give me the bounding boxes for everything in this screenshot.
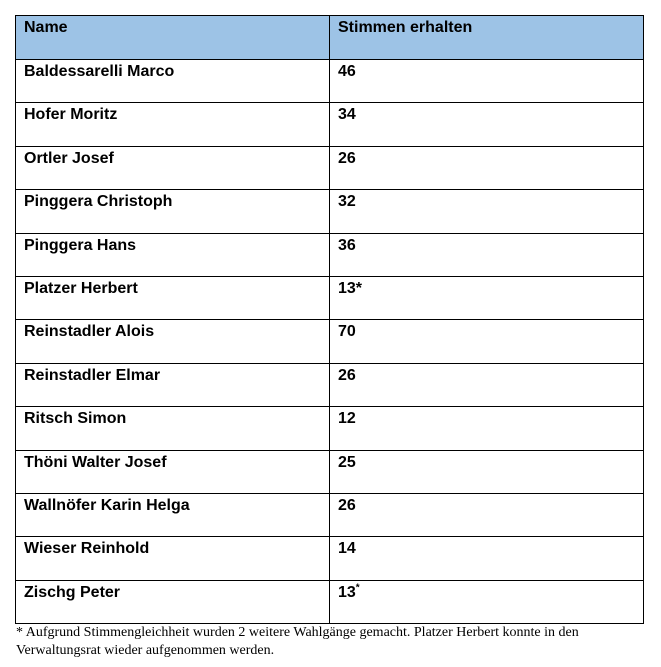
table-row [16,190,644,233]
table-header [16,16,644,60]
vote-count-cell [330,146,644,189]
table-body [16,60,644,624]
footnote-marker: * [355,582,360,594]
vote-count: 36 [338,236,356,254]
vote-count: 34 [338,106,356,124]
candidate-name: Thöni Walter Josef [16,450,330,493]
candidate-name: Pinggera Christoph [16,190,330,233]
vote-count: 32 [338,193,356,211]
vote-count: 25 [338,453,356,471]
table-row [16,363,644,406]
table-row [16,103,644,146]
candidate-name: Baldessarelli Marco [16,60,330,103]
table-row [16,146,644,189]
table-row [16,407,644,450]
candidate-name: Pinggera Hans [16,233,330,276]
vote-count-cell [330,320,644,363]
vote-count: 13 [338,279,356,297]
results-table [15,15,644,624]
candidate-name: Wallnöfer Karin Helga [16,493,330,536]
header-votes: Stimmen erhalten [330,16,644,60]
vote-count-cell [330,103,644,146]
vote-count: 26 [338,149,356,167]
header-row [16,16,644,60]
vote-count: 14 [338,540,356,558]
vote-count: 46 [338,63,356,80]
candidate-name: Hofer Moritz [16,103,330,146]
header-name: Name [16,16,330,60]
candidate-name: Ritsch Simon [16,407,330,450]
vote-count: 12 [338,410,356,428]
vote-count: 70 [338,323,356,341]
vote-count-cell [330,450,644,493]
vote-count: 26 [338,366,356,384]
candidate-name: Reinstadler Elmar [16,363,330,406]
vote-count-cell [330,190,644,233]
candidate-name: Reinstadler Alois [16,320,330,363]
vote-count-cell [330,537,644,580]
vote-count-cell [330,276,644,319]
vote-count-cell [330,233,644,276]
vote-count: 26 [338,496,356,514]
footnote: * Aufgrund Stimmengleichheit wurden 2 weitere Wahlgänge gemacht. Platzer Herbert konnte in den Verwaltungsrat wieder aufgenommen werden. [16,625,579,658]
vote-count: 13 [338,583,356,601]
footnote-marker: * [355,279,363,297]
table-row [16,233,644,276]
table-row [16,580,644,623]
table-row [16,60,644,103]
table-row [16,276,644,319]
candidate-name: Zischg Peter [16,580,330,623]
vote-count-cell [330,363,644,406]
vote-count-cell [330,580,644,623]
candidate-name: Ortler Josef [16,146,330,189]
candidate-name: Wieser Reinhold [16,537,330,580]
vote-count-cell [330,60,644,103]
vote-count-cell [330,407,644,450]
vote-count-cell [330,493,644,536]
table-row [16,320,644,363]
table-row [16,537,644,580]
table-row [16,493,644,536]
candidate-name: Platzer Herbert [16,276,330,319]
table-row [16,450,644,493]
